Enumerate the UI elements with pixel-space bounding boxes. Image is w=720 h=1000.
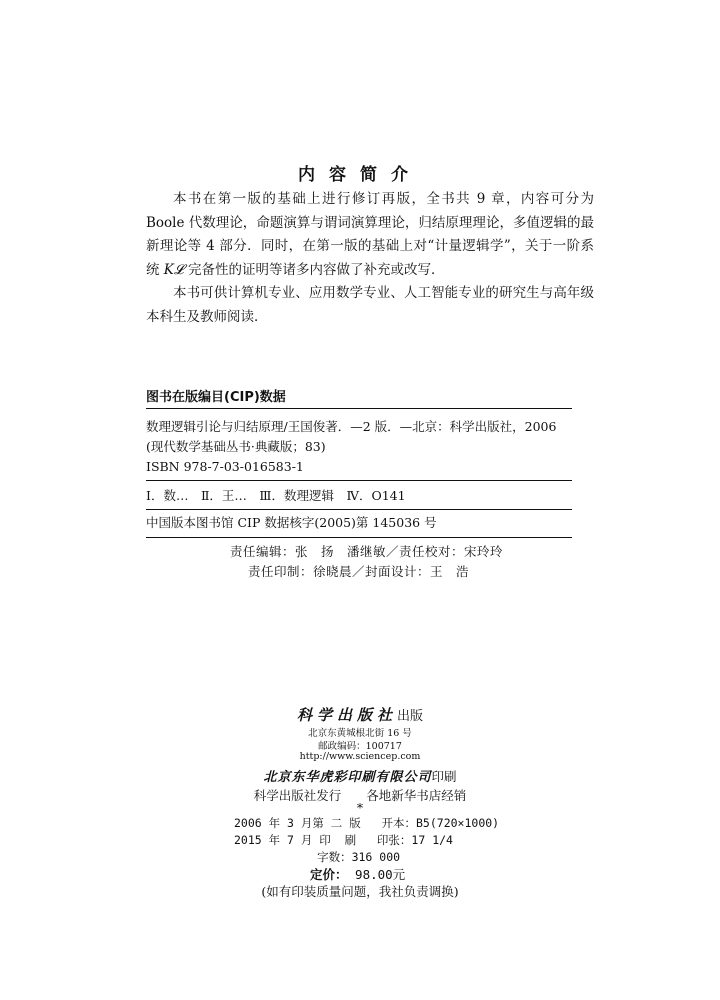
summary-text-a: 本书在第一版的基础上进行修订再版，全书共 9 章，内容可分为 Boole 代数理论，命题演算与谓词演算理论，归结原理理论，多值逻辑的最新理论等 4 部分．同时，在第一版的基础上对“计量逻辑学”，关于一阶系统	[146, 191, 594, 278]
summary-paragraph-2: 本书可供计算机专业、应用数学专业、人工智能专业的研究生与高年级本科生及教师阅读．	[146, 285, 594, 325]
summary-body	[146, 188, 594, 329]
publisher-suffix: 出版	[397, 709, 424, 724]
distribution-line: 科学出版社发行 各地新华书店经销	[253, 788, 467, 803]
wordcount-line: 字数：316 000	[234, 850, 401, 864]
summary-title: 内容简介	[298, 165, 422, 185]
quality-note: (如有印装质量问题，我社负责调换)	[261, 884, 459, 899]
price-line	[310, 865, 405, 883]
publisher-line	[0, 704, 720, 725]
credits-printing: 责任印制：徐晓晨／封面设计：王 浩	[248, 564, 470, 579]
cip-isbn-line: ISBN 978-7-03-016583-1	[146, 459, 304, 474]
summary-paragraph-1	[146, 188, 594, 282]
price-value: 98.00元	[347, 867, 406, 882]
cip-number-line: 中国版本图书馆 CIP 数据核字(2005)第 145036 号	[146, 515, 437, 530]
summary-text-b: 完备性的证明等诸多内容做了补充或改写．	[183, 261, 445, 278]
cip-title-line: 数理逻辑引论与归结原理/王国俊著．—2 版．—北京：科学出版社，2006	[146, 419, 557, 434]
printer-suffix: 印刷	[431, 769, 457, 784]
publisher-name: 科学出版社	[296, 706, 397, 724]
publisher-address: 北京东黄城根北街 16 号	[308, 728, 412, 739]
printer-name: 北京东华虎彩印刷有限公司	[263, 770, 432, 785]
cip-lower-rule	[146, 509, 572, 510]
credits-editors: 责任编辑：张 扬 潘继敏／责任校对：宋玲玲	[230, 544, 504, 559]
cip-bottom-rule	[146, 537, 572, 538]
system-symbol: K𝓛	[163, 261, 184, 278]
cip-classification-line: Ⅰ．数… Ⅱ．王… Ⅲ．数理逻辑 Ⅳ．O141	[146, 488, 406, 503]
publisher-postcode: 邮政编码：100717	[318, 741, 402, 752]
cip-middle-rule	[146, 480, 572, 481]
cip-heading: 图书在版编目(CIP)数据	[146, 390, 286, 405]
edition-line: 2006 年 3 月第 二 版 开本：B5(720×1000)	[234, 816, 500, 830]
price-label: 定价：	[310, 867, 348, 882]
printing-line: 2015 年 7 月 印 刷 印张：17 1/4	[234, 833, 453, 847]
printer-line	[0, 766, 720, 785]
separator-star: *	[356, 800, 364, 815]
publisher-website: http://www.sciencep.com	[299, 751, 421, 762]
cip-series-line: (现代数学基础丛书·典藏版；83)	[146, 439, 326, 454]
cip-top-rule	[146, 408, 572, 409]
